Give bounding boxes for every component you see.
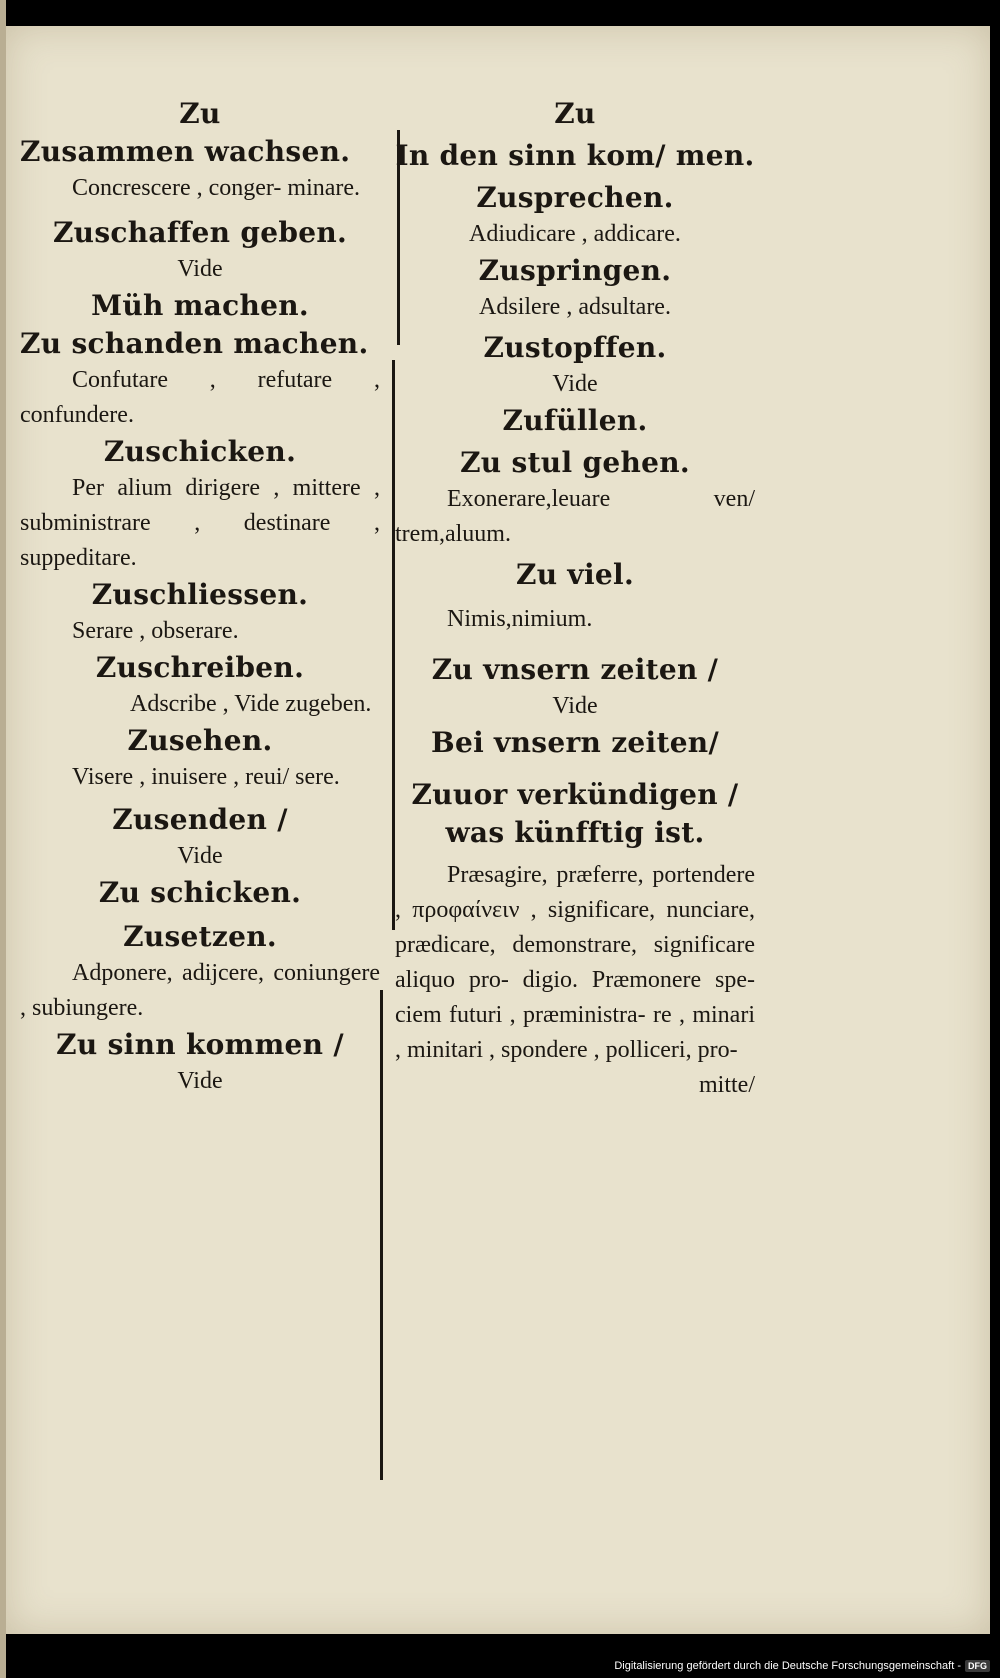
running-head-left: Zu: [179, 97, 221, 130]
latin-gloss: Adponere, adijcere, coniungere , subiungere.: [20, 960, 380, 1021]
latin-gloss: Nimis,nimium.: [447, 606, 593, 632]
digitization-footer: [614, 1660, 990, 1672]
latin-gloss: Adsilere , adsultare.: [479, 294, 671, 320]
latin-gloss: Vide: [177, 1068, 223, 1094]
headword: Zuuor verkündigen / was künfftig ist.: [411, 778, 739, 849]
latin-gloss: Adiudicare , addicare.: [469, 221, 681, 247]
headword: Zuspringen.: [478, 254, 672, 287]
right-column: [395, 95, 755, 1103]
headword: Zu stul gehen.: [460, 446, 690, 479]
latin-gloss: Vide: [177, 256, 223, 282]
headword: Bei vnsern zeiten/: [430, 726, 719, 759]
dfg-logo: DFG: [965, 1660, 990, 1672]
headword: Zuschaffen geben.: [52, 216, 348, 249]
running-head-right: Zu: [554, 97, 596, 130]
latin-gloss: Vide: [552, 371, 598, 397]
headword: Zusehen.: [127, 724, 273, 757]
latin-gloss: Adscribe , Vide zugeben.: [130, 691, 372, 717]
latin-gloss: Exonerare,leuare ven/ trem,aluum.: [395, 486, 755, 547]
headword: In den sinn kom/ men.: [395, 139, 755, 172]
headword: Zuschliessen.: [91, 578, 309, 611]
catchword: mitte/: [699, 1072, 755, 1098]
headword: Zufüllen.: [502, 404, 648, 437]
left-column: [20, 95, 380, 1099]
latin-gloss: Præsagire, præferre, portendere , προφαίνειν , significare, nunciare, prædicare, demonstrare, significare aliquo pro- digio. Præmonere spe- ciem futuri , præministra- re , minari , minitari , spondere , polliceri, pro-: [395, 862, 755, 1063]
headword: Zu schicken.: [98, 876, 302, 909]
latin-gloss: Concrescere , conger- minare.: [72, 175, 361, 201]
headword: Zusammen wachsen.: [20, 135, 351, 168]
headword: Zu viel.: [515, 558, 635, 591]
headword: Zustopffen.: [483, 331, 667, 364]
latin-gloss: Vide: [177, 843, 223, 869]
headword: Zu vnsern zeiten /: [431, 653, 719, 686]
column-divider: [380, 990, 383, 1480]
headword: Zuschreiben.: [95, 651, 305, 684]
headword: Müh machen.: [91, 289, 309, 322]
headword: Zuschicken.: [103, 435, 297, 468]
headword: Zusenden /: [112, 803, 288, 836]
latin-gloss: Per alium dirigere , mittere , subministrare , destinare , suppeditare.: [20, 475, 380, 571]
footer-text: Digitalisierung gefördert durch die Deutsche Forschungsgemeinschaft -: [614, 1660, 961, 1672]
headword: Zu sinn kommen /: [56, 1028, 344, 1061]
latin-gloss: Visere , inuisere , reui/ sere.: [72, 764, 340, 790]
headword: Zusprechen.: [476, 181, 674, 214]
latin-gloss: Confutare , refutare , confundere.: [20, 367, 380, 428]
headword: Zusetzen.: [123, 920, 277, 953]
latin-gloss: Serare , obserare.: [72, 618, 239, 644]
headword: Zu schanden machen.: [20, 327, 369, 360]
latin-gloss: Vide: [552, 693, 598, 719]
